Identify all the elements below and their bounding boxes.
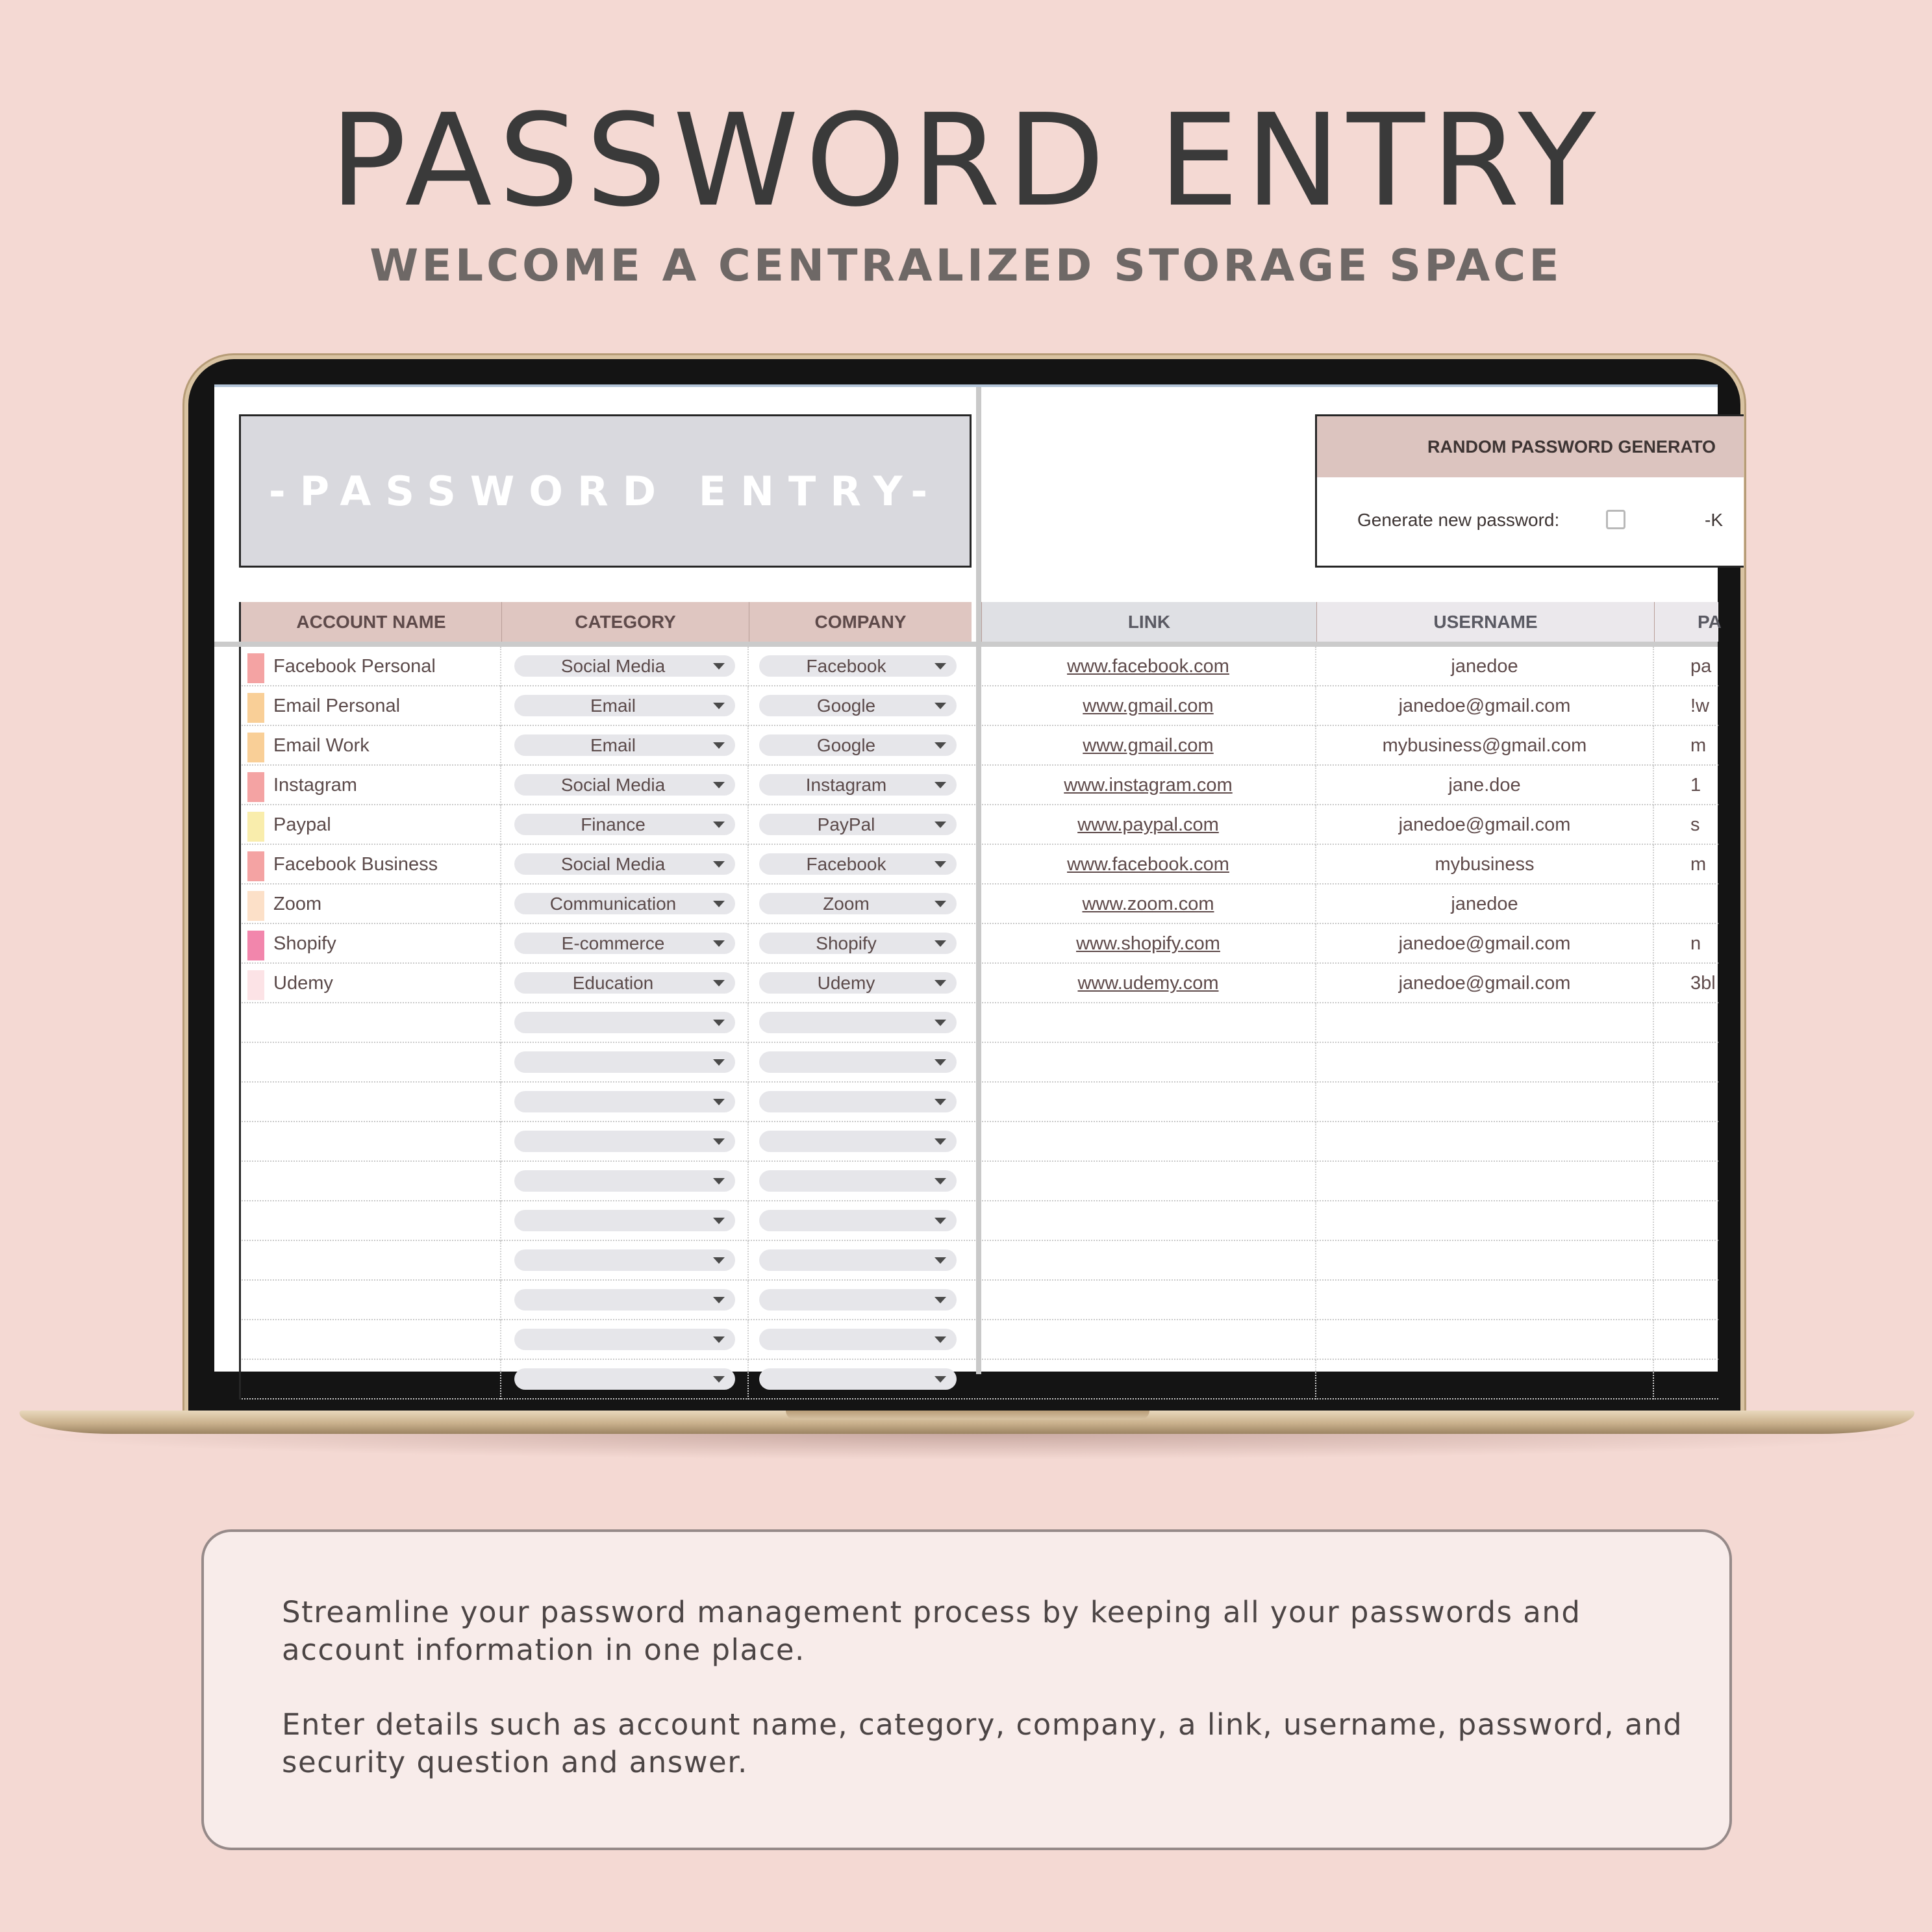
company-cell (749, 647, 972, 686)
link-cell (981, 1003, 1316, 1043)
account-cell[interactable] (239, 1043, 501, 1083)
company-cell (749, 964, 972, 1003)
category-cell (501, 924, 749, 964)
account-color-tag (247, 733, 264, 762)
laptop-shadow (13, 1434, 1922, 1460)
account-name: Email Work (273, 735, 370, 756)
category-value: Email (590, 695, 636, 716)
category-dropdown[interactable] (514, 1012, 735, 1033)
account-cell[interactable] (239, 964, 501, 1003)
generate-password-checkbox[interactable] (1606, 510, 1625, 529)
username-cell[interactable] (1316, 1162, 1654, 1201)
password-cell[interactable]: s (1690, 814, 1700, 835)
username-cell[interactable]: jane.doe (1316, 766, 1654, 805)
account-cell[interactable] (239, 647, 501, 686)
password-cell[interactable] (1654, 1043, 1718, 1083)
category-value: Social Media (560, 655, 666, 676)
account-cell[interactable] (239, 1003, 501, 1043)
category-cell (501, 1281, 749, 1320)
category-dropdown[interactable] (514, 1329, 735, 1350)
category-cell (501, 647, 749, 686)
account-cell[interactable] (239, 924, 501, 964)
password-cell[interactable] (1654, 884, 1718, 924)
dropdown-arrow-icon (713, 1336, 725, 1343)
category-value: Education (572, 972, 654, 993)
account-name: Udemy (273, 973, 333, 994)
account-link[interactable]: www.facebook.com (1067, 656, 1229, 677)
description-card (201, 1529, 1732, 1850)
page-title: PASSWORD ENTRY (329, 87, 1603, 235)
account-cell[interactable] (239, 884, 501, 924)
category-cell (501, 686, 749, 726)
dropdown-arrow-icon (935, 822, 946, 828)
account-name: Email Personal (273, 696, 401, 716)
column-header-company[interactable]: COMPANY (749, 602, 972, 642)
dropdown-arrow-icon (713, 1178, 725, 1185)
category-dropdown[interactable] (514, 1210, 735, 1231)
company-cell (749, 726, 972, 766)
link-cell (981, 1162, 1316, 1201)
dropdown-arrow-icon (713, 1059, 725, 1066)
dropdown-arrow-icon (713, 1218, 725, 1224)
username-cell[interactable]: janedoe@gmail.com (1316, 924, 1654, 964)
username-cell[interactable] (1316, 1043, 1654, 1083)
category-dropdown[interactable] (514, 1170, 735, 1192)
dropdown-arrow-icon (935, 980, 946, 986)
category-cell (501, 884, 749, 924)
dropdown-arrow-icon (935, 663, 946, 670)
spreadsheet-screen (214, 384, 1723, 1372)
link-cell (981, 1360, 1316, 1399)
company-cell (749, 1281, 972, 1320)
link-cell (981, 726, 1316, 766)
company-value: Zoom (823, 893, 870, 914)
category-dropdown[interactable] (514, 1368, 735, 1390)
category-dropdown[interactable] (514, 774, 735, 796)
link-cell (981, 647, 1316, 686)
category-cell (501, 805, 749, 845)
company-dropdown[interactable] (759, 1289, 957, 1311)
category-dropdown[interactable] (514, 814, 735, 835)
link-cell (981, 1201, 1316, 1241)
category-dropdown[interactable] (514, 655, 735, 677)
company-value: Google (816, 695, 876, 716)
category-dropdown[interactable] (514, 853, 735, 875)
company-dropdown[interactable] (759, 734, 957, 756)
dropdown-arrow-icon (935, 1336, 946, 1343)
dropdown-arrow-icon (713, 1099, 725, 1105)
company-dropdown[interactable] (759, 1329, 957, 1350)
company-dropdown[interactable] (759, 695, 957, 716)
link-cell (981, 845, 1316, 884)
company-dropdown[interactable] (759, 853, 957, 875)
username-cell[interactable]: mybusiness@gmail.com (1316, 726, 1654, 766)
dropdown-arrow-icon (935, 1020, 946, 1026)
account-link[interactable]: www.zoom.com (1082, 894, 1214, 914)
dropdown-arrow-icon (713, 1138, 725, 1145)
company-cell (749, 1162, 972, 1201)
category-dropdown[interactable] (514, 1249, 735, 1271)
company-cell (749, 1083, 972, 1122)
account-name: Shopify (273, 933, 336, 954)
company-cell (749, 845, 972, 884)
category-cell (501, 1241, 749, 1281)
password-cell[interactable] (1654, 1122, 1718, 1162)
username-cell[interactable]: mybusiness (1316, 845, 1654, 884)
password-cell[interactable] (1654, 1003, 1718, 1043)
account-cell[interactable] (239, 1122, 501, 1162)
company-dropdown[interactable] (759, 893, 957, 914)
company-value: Facebook (806, 853, 886, 874)
dropdown-arrow-icon (935, 1257, 946, 1264)
dropdown-arrow-icon (713, 742, 725, 749)
column-header-username[interactable]: USERNAME (1316, 602, 1654, 642)
company-cell (749, 924, 972, 964)
dropdown-arrow-icon (935, 1099, 946, 1105)
column-header-category[interactable]: CATEGORY (501, 602, 749, 642)
link-cell (981, 1281, 1316, 1320)
generator-trailing-text: -K (1705, 510, 1723, 530)
column-header-account[interactable]: ACCOUNT NAME (239, 602, 501, 642)
company-dropdown[interactable] (759, 1249, 957, 1271)
link-cell (981, 1320, 1316, 1360)
category-cell (501, 1043, 749, 1083)
dropdown-arrow-icon (935, 703, 946, 709)
page-subtitle: WELCOME A CENTRALIZED STORAGE SPACE (370, 240, 1562, 292)
username-cell[interactable]: janedoe@gmail.com (1316, 805, 1654, 845)
company-value: Shopify (816, 933, 877, 953)
account-link[interactable]: www.instagram.com (1064, 775, 1233, 796)
password-cell[interactable] (1654, 1083, 1718, 1122)
generate-password-label: Generate new password: (1357, 510, 1560, 530)
company-dropdown[interactable] (759, 655, 957, 677)
company-value: Google (816, 734, 876, 755)
category-value: Social Media (560, 774, 666, 795)
dropdown-arrow-icon (935, 1376, 946, 1383)
account-cell[interactable] (239, 1162, 501, 1201)
category-dropdown[interactable] (514, 695, 735, 716)
password-cell[interactable]: 1 (1690, 775, 1701, 796)
account-name: Zoom (273, 894, 322, 914)
category-value: Social Media (560, 853, 666, 874)
username-cell[interactable] (1316, 1241, 1654, 1281)
company-dropdown[interactable] (759, 1131, 957, 1152)
account-cell[interactable] (239, 805, 501, 845)
category-dropdown[interactable] (514, 1289, 735, 1311)
category-cell (501, 1003, 749, 1043)
category-cell (501, 766, 749, 805)
company-dropdown[interactable] (759, 814, 957, 835)
link-cell (981, 1083, 1316, 1122)
category-cell (501, 1201, 749, 1241)
dropdown-arrow-icon (713, 901, 725, 907)
account-cell[interactable] (239, 1241, 501, 1281)
dropdown-arrow-icon (713, 1257, 725, 1264)
account-color-tag (247, 891, 264, 921)
company-cell (749, 805, 972, 845)
account-name: Instagram (273, 775, 357, 796)
account-color-tag (247, 693, 264, 723)
link-cell (981, 1043, 1316, 1083)
company-dropdown[interactable] (759, 1170, 957, 1192)
account-color-tag (247, 812, 264, 842)
username-cell[interactable]: janedoe (1316, 647, 1654, 686)
username-cell[interactable]: janedoe@gmail.com (1316, 686, 1654, 726)
dropdown-arrow-icon (935, 940, 946, 947)
company-dropdown[interactable] (759, 933, 957, 954)
company-dropdown[interactable] (759, 1091, 957, 1112)
company-dropdown[interactable] (759, 1051, 957, 1073)
company-cell (749, 1122, 972, 1162)
account-color-tag (247, 653, 264, 683)
laptop-notch (786, 1411, 1149, 1420)
password-cell[interactable]: m (1690, 735, 1707, 756)
column-header-link[interactable]: LINK (981, 602, 1316, 642)
company-cell (749, 1201, 972, 1241)
category-cell (501, 845, 749, 884)
dropdown-arrow-icon (713, 980, 725, 986)
account-link[interactable]: www.udemy.com (1077, 973, 1219, 994)
company-dropdown[interactable] (759, 1368, 957, 1390)
password-cell[interactable]: n (1690, 933, 1701, 954)
username-cell[interactable] (1316, 1281, 1654, 1320)
account-color-tag (247, 970, 264, 1000)
username-cell[interactable] (1316, 1083, 1654, 1122)
account-cell[interactable] (239, 1320, 501, 1360)
sheet-banner: -PASSWORD ENTRY- (239, 414, 972, 568)
account-name: Facebook Personal (273, 656, 436, 677)
dropdown-arrow-icon (935, 782, 946, 788)
link-cell (981, 964, 1316, 1003)
dropdown-arrow-icon (713, 782, 725, 788)
account-cell[interactable] (239, 726, 501, 766)
company-value: PayPal (817, 814, 875, 834)
link-cell (981, 766, 1316, 805)
dropdown-arrow-icon (935, 1138, 946, 1145)
dropdown-arrow-icon (935, 1218, 946, 1224)
dropdown-arrow-icon (713, 663, 725, 670)
password-cell[interactable] (1654, 1360, 1718, 1399)
password-generator-panel (1315, 414, 1744, 568)
account-cell[interactable] (239, 766, 501, 805)
category-dropdown[interactable] (514, 1051, 735, 1073)
company-dropdown[interactable] (759, 1012, 957, 1033)
link-cell (981, 924, 1316, 964)
dropdown-arrow-icon (713, 1020, 725, 1026)
account-color-tag (247, 931, 264, 960)
dropdown-arrow-icon (713, 861, 725, 868)
dropdown-arrow-icon (713, 1297, 725, 1303)
username-cell[interactable] (1316, 1360, 1654, 1399)
frozen-row-divider (214, 642, 1718, 647)
username-cell[interactable] (1316, 1201, 1654, 1241)
dropdown-arrow-icon (713, 703, 725, 709)
company-cell (749, 1320, 972, 1360)
company-dropdown[interactable] (759, 1210, 957, 1231)
company-cell (749, 1360, 972, 1399)
category-value: E-commerce (561, 933, 665, 953)
password-generator-row (1317, 477, 1744, 568)
account-link[interactable]: www.shopify.com (1076, 933, 1220, 954)
category-cell (501, 1122, 749, 1162)
link-cell (981, 1241, 1316, 1281)
category-value: Finance (581, 814, 646, 834)
company-cell (749, 884, 972, 924)
company-cell (749, 686, 972, 726)
account-cell[interactable] (239, 845, 501, 884)
category-cell (501, 1360, 749, 1399)
company-dropdown[interactable] (759, 774, 957, 796)
dropdown-arrow-icon (935, 1178, 946, 1185)
dropdown-arrow-icon (935, 1297, 946, 1303)
company-cell (749, 1241, 972, 1281)
password-cell[interactable] (1654, 1241, 1718, 1281)
category-dropdown[interactable] (514, 893, 735, 914)
dropdown-arrow-icon (935, 1059, 946, 1066)
account-color-tag (247, 772, 264, 802)
category-cell (501, 726, 749, 766)
category-value: Communication (549, 893, 677, 914)
username-cell[interactable]: janedoe@gmail.com (1316, 964, 1654, 1003)
account-cell[interactable] (239, 1360, 501, 1399)
username-cell[interactable] (1316, 1122, 1654, 1162)
account-cell[interactable] (239, 1083, 501, 1122)
description-paragraph: Streamline your password management process by keeping all your passwords and account information in one place. (282, 1595, 1581, 1667)
category-cell (501, 1083, 749, 1122)
company-value: Udemy (817, 972, 875, 993)
account-link[interactable]: www.paypal.com (1077, 814, 1219, 835)
category-dropdown[interactable] (514, 1131, 735, 1152)
link-cell (981, 805, 1316, 845)
account-link[interactable]: www.gmail.com (1083, 696, 1214, 716)
password-cell[interactable] (1654, 1320, 1718, 1360)
category-value: Email (590, 734, 636, 755)
link-cell (981, 1122, 1316, 1162)
dropdown-arrow-icon (713, 940, 725, 947)
category-dropdown[interactable] (514, 972, 735, 994)
dropdown-arrow-icon (935, 742, 946, 749)
link-cell (981, 884, 1316, 924)
password-generator-title: RANDOM PASSWORD GENERATO (1317, 416, 1744, 477)
link-cell (981, 686, 1316, 726)
dropdown-arrow-icon (713, 822, 725, 828)
category-dropdown[interactable] (514, 1091, 735, 1112)
category-dropdown[interactable] (514, 933, 735, 954)
account-name: Facebook Business (273, 854, 438, 875)
category-cell (501, 964, 749, 1003)
frozen-column-divider (976, 387, 981, 1374)
username-cell[interactable] (1316, 1320, 1654, 1360)
category-cell (501, 1162, 749, 1201)
password-cell[interactable] (1654, 1201, 1718, 1241)
account-cell[interactable] (239, 1281, 501, 1320)
password-cell[interactable]: m (1690, 854, 1707, 875)
company-cell (749, 1003, 972, 1043)
password-cell[interactable] (1654, 1281, 1718, 1320)
account-cell[interactable] (239, 1201, 501, 1241)
dropdown-arrow-icon (935, 861, 946, 868)
account-color-tag (247, 851, 264, 881)
account-cell[interactable] (239, 686, 501, 726)
column-header-password[interactable]: PA (1654, 602, 1718, 642)
category-dropdown[interactable] (514, 734, 735, 756)
dropdown-arrow-icon (713, 1376, 725, 1383)
password-cell[interactable]: !w (1690, 696, 1709, 716)
company-cell (749, 1043, 972, 1083)
password-cell[interactable]: pa (1690, 656, 1712, 677)
username-cell[interactable] (1316, 1003, 1654, 1043)
account-link[interactable]: www.facebook.com (1067, 854, 1229, 875)
password-cell[interactable] (1654, 1162, 1718, 1201)
account-link[interactable]: www.gmail.com (1083, 735, 1214, 756)
company-value: Facebook (806, 655, 886, 676)
company-cell (749, 766, 972, 805)
username-cell[interactable]: janedoe (1316, 884, 1654, 924)
account-name: Paypal (273, 814, 331, 835)
description-paragraph: Enter details such as account name, category, company, a link, username, password, and security question and answer. (282, 1707, 1683, 1779)
password-cell[interactable]: 3bl (1690, 973, 1716, 994)
company-dropdown[interactable] (759, 972, 957, 994)
category-cell (501, 1320, 749, 1360)
company-value: Instagram (805, 774, 887, 795)
dropdown-arrow-icon (935, 901, 946, 907)
